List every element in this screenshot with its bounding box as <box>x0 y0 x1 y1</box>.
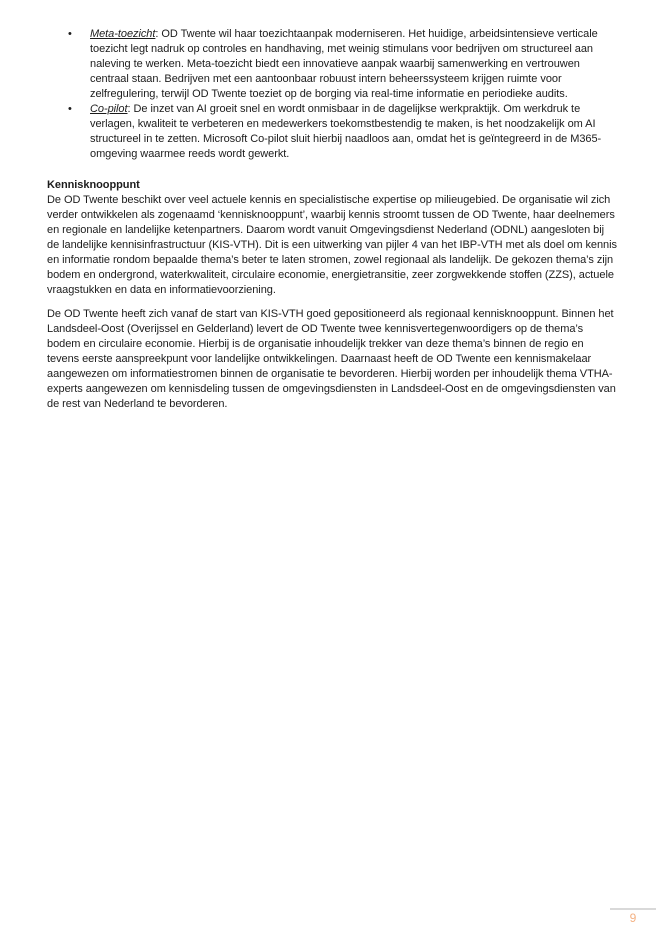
page-number: 9 <box>629 911 637 925</box>
paragraph-kennisknooppunt-2: De OD Twente heeft zich vanaf de start van KIS-VTH goed gepositioneerd als regionaal kennisknooppunt. Binnen het Landsdeel-Oost (Overijssel en Gelderland) levert de OD Twente twee kennisvertegenwoordigers op de thema’s bodem en circulaire economie. Hierbij is de organisatie inhoudelijk trekker van deze thema’s binnen de regio en tevens eerste aanspreekpunt voor landelijke ontwikkelingen. Daarnaast heeft de OD Twente een kennismakelaar aangewezen om informatiestromen binnen de organisatie te bevorderen. Hierbij worden per inhoudelijk thema VTHA-experts aangewezen om kennisdeling tussen de omgevingsdiensten in Landsdeel-Oost en de omgevingsdiensten van de rest van Nederland te bevorderen. <box>47 308 616 410</box>
list-item-meta-toezicht <box>47 27 617 102</box>
list-item-co-pilot <box>47 102 617 162</box>
bullet-list <box>47 27 617 162</box>
document-content <box>47 27 617 412</box>
bullet-text-meta-toezicht: : OD Twente wil haar toezichtaanpak moderniseren. Het huidige, arbeidsintensieve verticale toezicht legt nadruk op controles en handhaving, met weinig stimulans voor bedrijven om structureel aan naleving te werken. Meta-toezicht biedt een innovatieve aanpak waarbij samenwerking en vertrouwen centraal staan. Bedrijven met een aantoonbaar robuust intern beheerssysteem krijgen ruimte voor zelfregulering, terwijl OD Twente toeziet op de borging via real-time informatie en periodieke audits. <box>90 28 598 100</box>
page-footer <box>610 908 656 925</box>
bullet-lead-meta-toezicht: Meta-toezicht <box>90 28 156 40</box>
bullet-text-co-pilot: : De inzet van AI groeit snel en wordt onmisbaar in de dagelijkse werkpraktijk. Om werkdruk te verlagen, kwaliteit te verbeteren en medewerkers toekomstbestendig te maken, is het noodzakelijk om AI structureel in te zetten. Microsoft Co-pilot sluit hierbij naadloos aan, omdat het is geïntegreerd in de M365-omgeving waarmee reeds wordt gewerkt. <box>90 103 602 160</box>
section-heading-kennisknooppunt: Kennisknooppunt <box>47 179 140 191</box>
bullet-lead-co-pilot: Co-pilot <box>90 103 128 115</box>
paragraph-kennisknooppunt-1: De OD Twente beschikt over veel actuele kennis en specialistische expertise op milieugebied. De organisatie wil zich verder ontwikkelen als zogenaamd ‘kennisknooppunt’, waarbij kennis stroomt tussen de OD Twente, haar deelnemers en regionale en landelijke ketenpartners. Daarom wordt vanuit Omgevingsdienst Nederland (ODNL) aangesloten bij de landelijke kennisinfrastructuur (KIS-VTH). Dit is een uitwerking van pijler 4 van het IBP-VTH met als doel om kennis en informatie rondom bepaalde thema’s beter te laten stromen, zowel regionaal als landelijk. De gekozen thema’s zijn bodem en ondergrond, waterkwaliteit, circulaire economie, energietransitie, zeer zorgwekkende stoffen (ZZS), actuele vraagstukken en data en informatievoorziening. <box>47 194 617 296</box>
